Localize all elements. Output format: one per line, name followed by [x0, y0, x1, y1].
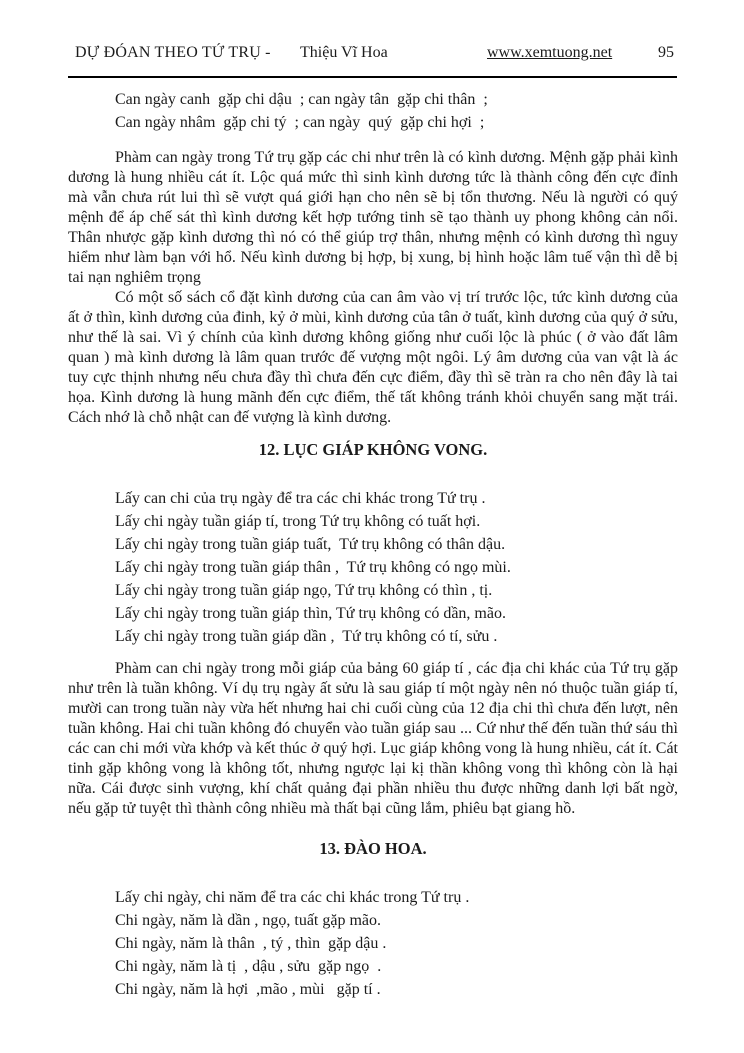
list-line: Lấy chi ngày, chi năm để tra các chi khác trong Tứ trụ .: [115, 889, 470, 906]
author-name: Thiệu Vĩ Hoa: [300, 44, 388, 61]
list-line: Lấy chi ngày trong tuần giáp thìn, Tứ trụ không có dần, mão.: [115, 605, 506, 622]
section-12-paragraph: Phàm can chi ngày trong mỗi giáp của bảng 60 giáp tí , các địa chi khác của Tứ trụ gặp như trên là tuần không. Ví dụ trụ ngày ất sửu là sau giáp tí một ngày nên nó thuộc tuần giáp tí, mười can trong tuần này vừa hết nhưng hai chi cuối cùng của 12 địa chi thì chưa đến lượt, nên tuần không. Hai chi tuần không đó chuyển vào tuần giáp sau ... Cứ như thế đến tuần thứ sáu thì các can chi mới vừa khớp và kết thúc ở quý hợi. Lục giáp không vong là hung nhiều, cát ít. Cát tinh gặp không vong là không tốt, nhưng ngược lại kị thần không vong thì không còn là hại nữa. Cái được sinh vượng, khí chất quảng đại phần nhiều thu được những danh lợi bất ngờ, nếu gặp tử tuyệt thì thành công nhiều mà thất bại cũng lắm, phiêu bạt giang hồ.: [68, 660, 678, 817]
list-line: Lấy chi ngày trong tuần giáp ngọ, Tứ trụ không có thìn , tị.: [115, 582, 493, 599]
list-line: Lấy chi ngày trong tuần giáp dần , Tứ trụ không có tí, sửu .: [115, 628, 498, 645]
page-number: 95: [658, 44, 674, 61]
section-12-heading: 12. LỤC GIÁP KHÔNG VONG.: [258, 440, 488, 459]
list-line: Lấy chi ngày trong tuần giáp tuất, Tứ trụ không có thân dậu.: [115, 536, 506, 553]
section-13-rule-list: [68, 886, 678, 1001]
section-12-rule-list: [68, 487, 678, 648]
list-line: Chi ngày, năm là tị , dậu , sửu gặp ngọ .: [115, 958, 382, 975]
page-content: [68, 88, 678, 1001]
list-line: Chi ngày, năm là dần , ngọ, tuất gặp mão.: [115, 912, 382, 929]
page-header: [68, 44, 678, 66]
kinh-duong-paragraph-1: Phàm can ngày trong Tứ trụ gặp các chi như trên là có kình dương. Mệnh gặp phải kình dương là hung nhiều cát ít. Lộc quá mức thì sinh kình dương tức là thành công đến cực đỉnh mà vẫn chưa rút lui thì sẽ vượt quá giới hạn cho nên sẽ bị tổn thương. Nếu là người có quý mệnh để áp chế sát thì kình dương kết hợp tướng tinh sẽ tạo thành uy phong không cản nổi. Thân nhược gặp kình dương thì nó có thể giúp trợ thân, nhưng mệnh có kình dương thì nguy hiểm như làm bạn với hổ. Nếu kình dương bị hợp, bị xung, bị hình hoặc lâm tuế vận thì dễ bị tai nạn nghiêm trọng: [68, 149, 678, 286]
book-title: DỰ ĐÓAN THEO TỨ TRỤ -: [75, 44, 271, 61]
list-line: Lấy can chi của trụ ngày để tra các chi khác trong Tứ trụ .: [115, 490, 486, 507]
header-divider-rule: [68, 76, 677, 78]
kinh-duong-paragraph-2: Có một số sách cổ đặt kình dương của can âm vào vị trí trước lộc, tức kình dương của ất ở thìn, kình dương của đinh, kỷ ở mùi, kình dương của tân ở tuất, kình dương của quý ở sửu, như thế là sai. Vì ý chính của kình dương không giống như cuối lộc là phúc ( ở vào đất lâm quan ) mà kình dương là lâm quan trước đế vượng một ngôi. Lý âm dương của van vật là ác tuy cực thịnh nhưng nếu chưa đầy thì chưa đến cực điểm, đầy thì sẽ tràn ra cho nên đây là tai họa. Kình dương là hung mãnh đến cực điểm, thế tất không tránh khỏi chuyển sang mặt trái. Cách nhớ là chỗ nhật can đế vượng là kình dương.: [68, 289, 678, 426]
kinh-duong-couplet: [68, 88, 678, 134]
list-line: Chi ngày, năm là hợi ,mão , mùi gặp tí .: [115, 981, 381, 998]
couplet-line: Can ngày canh gặp chi dậu ; can ngày tân gặp chi thân ;: [115, 91, 488, 108]
list-line: Chi ngày, năm là thân , tý , thìn gặp dậu .: [115, 935, 387, 952]
list-line: Lấy chi ngày tuần giáp tí, trong Tứ trụ không có tuất hợi.: [115, 513, 481, 530]
couplet-line: Can ngày nhâm gặp chi tý ; can ngày quý gặp chi hợi ;: [115, 114, 485, 131]
section-13-heading: 13. ĐÀO HOA.: [319, 839, 427, 858]
list-line: Lấy chi ngày trong tuần giáp thân , Tứ trụ không có ngọ mùi.: [115, 559, 511, 576]
website-link[interactable]: www.xemtuong.net: [487, 44, 613, 61]
